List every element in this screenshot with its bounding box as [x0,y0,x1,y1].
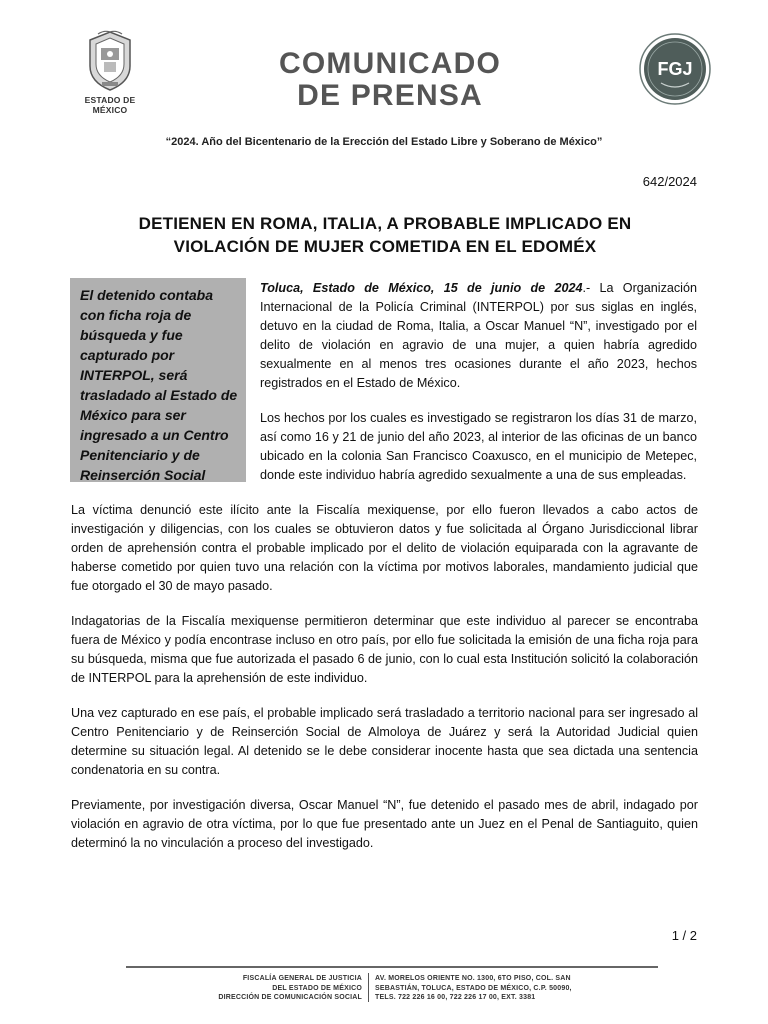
left-logo-caption: ESTADO DE MÉXICO [84,95,136,115]
fgj-logo-text: FGJ [657,59,693,79]
headline-line-1: DETIENEN EN ROMA, ITALIA, A PROBABLE IMPLICADO EN [138,214,632,233]
footer-address [375,974,645,1003]
page-number: 1 / 2 [671,928,697,943]
footer-institution [150,974,362,1003]
summary-text: El detenido contaba con ficha roja de búsqueda y fue capturado por INTERPOL, será trasladado al Estado de México para ser ingresado a un Centro Penitenciario y de Reinserción Social [80,287,238,483]
title-line-2: DE PRENSA [297,79,483,112]
footer-left-line-2: DEL ESTADO DE MÉXICO [272,984,362,992]
estado-de-mexico-logo [66,30,154,115]
footer-left-line-3: DIRECCIÓN DE COMUNICACIÓN SOCIAL [218,994,362,1002]
headline-line-2: VIOLACIÓN DE MUJER COMETIDA EN EL EDOMÉX [173,237,597,256]
year-slogan: “2024. Año del Bicentenario de la Erección del Estado Libre y Soberano de México” [165,136,603,148]
footer-right-line-2: SEBASTIÁN, TOLUCA, ESTADO DE MÉXICO, C.P. 50090, [375,984,572,992]
paragraph-6: Previamente, por investigación diversa, Oscar Manuel “N”, fue detenido el pasado mes de abril, indagado por violación en agravio de otra víctima, por lo que fue presentado ante un Juez en el Penal de Santiaguito, quien determinó la no vinculación a proceso del investigado. [71,798,698,850]
paragraph-1-text: .- La Organización Internacional de la Policía Criminal (INTERPOL) por sus siglas en inglés, detuvo en la ciudad de Roma, Italia, a Oscar Manuel “N”, investigado por el delito de violación en agravio de una mujer, a quien habría agredido sexualmente en al menos tres ocasiones durante el año 2023, hechos registrados en el Estado de México. [260,281,697,390]
footer-left-line-1: FISCALÍA GENERAL DE JUSTICIA [242,975,362,982]
paragraph-4: Indagatorias de la Fiscalía mexiquense permitieron determinar que este individuo al parecer se encontraba fuera de México y podía encontrase incluso en otro país, por ello fue solicitada la emisión de una ficha roja para su búsqueda, misma que fue autorizada el pasado 6 de junio, con lo cual esta Institución solicitó la colaboración de INTERPOL para la aprehensión de este individuo. [71,614,698,685]
document-number: 642/2024 [642,174,697,189]
headline [90,212,680,258]
footer-right-line-3: TELS. 722 226 16 00, 722 226 17 00, EXT. 3381 [375,994,536,1002]
footer-divider-line [126,966,658,968]
footer-vertical-divider [368,973,369,1002]
summary-box [70,278,246,482]
page-title [250,48,530,112]
footer-right-line-1: AV. MORELOS ORIENTE NO. 1300, 6TO PISO, COL. SAN [375,975,571,982]
title-line-1: COMUNICADO [279,47,501,80]
paragraph-3: La víctima denunció este ilícito ante la Fiscalía mexiquense, por ello fueron llevados a cabo actos de investigación y diligencias, con los cuales se obtuvieron datos y fue solicitada al Órgano Jurisdiccional librar orden de aprehensión contra el probable implicado por el delito de violación equiparada con la agravante de haberse cometido por quien tuvo una relación con la víctima por motivos laborales, mandamiento judicial que fue otorgado el 30 de mayo pasado. [71,503,698,593]
coat-of-arms-icon [84,30,136,92]
fgj-logo [639,33,711,105]
paragraph-1 [260,279,697,393]
paragraph-5: Una vez capturado en ese país, el probable implicado será trasladado a territorio nacional para ser ingresado al Centro Penitenciario y de Reinserción Social de Almoloya de Juárez y será la Autoridad Judicial quien determine su situación legal. Al detenido se le debe considerar inocente hasta que sea dictada una sentencia condenatoria en su contra. [71,706,698,777]
dateline: Toluca, Estado de México, 15 de junio de 2024 [260,281,583,295]
paragraph-2: Los hechos por los cuales es investigado se registraron los días 31 de marzo, así como 16 y 21 de junio del año 2023, al interior de las oficinas de un banco ubicado en la colonia San Francisco Coaxusco, en el municipio de Metepec, donde este individuo habría agredido sexualmente a una de sus empleadas. [260,411,697,482]
